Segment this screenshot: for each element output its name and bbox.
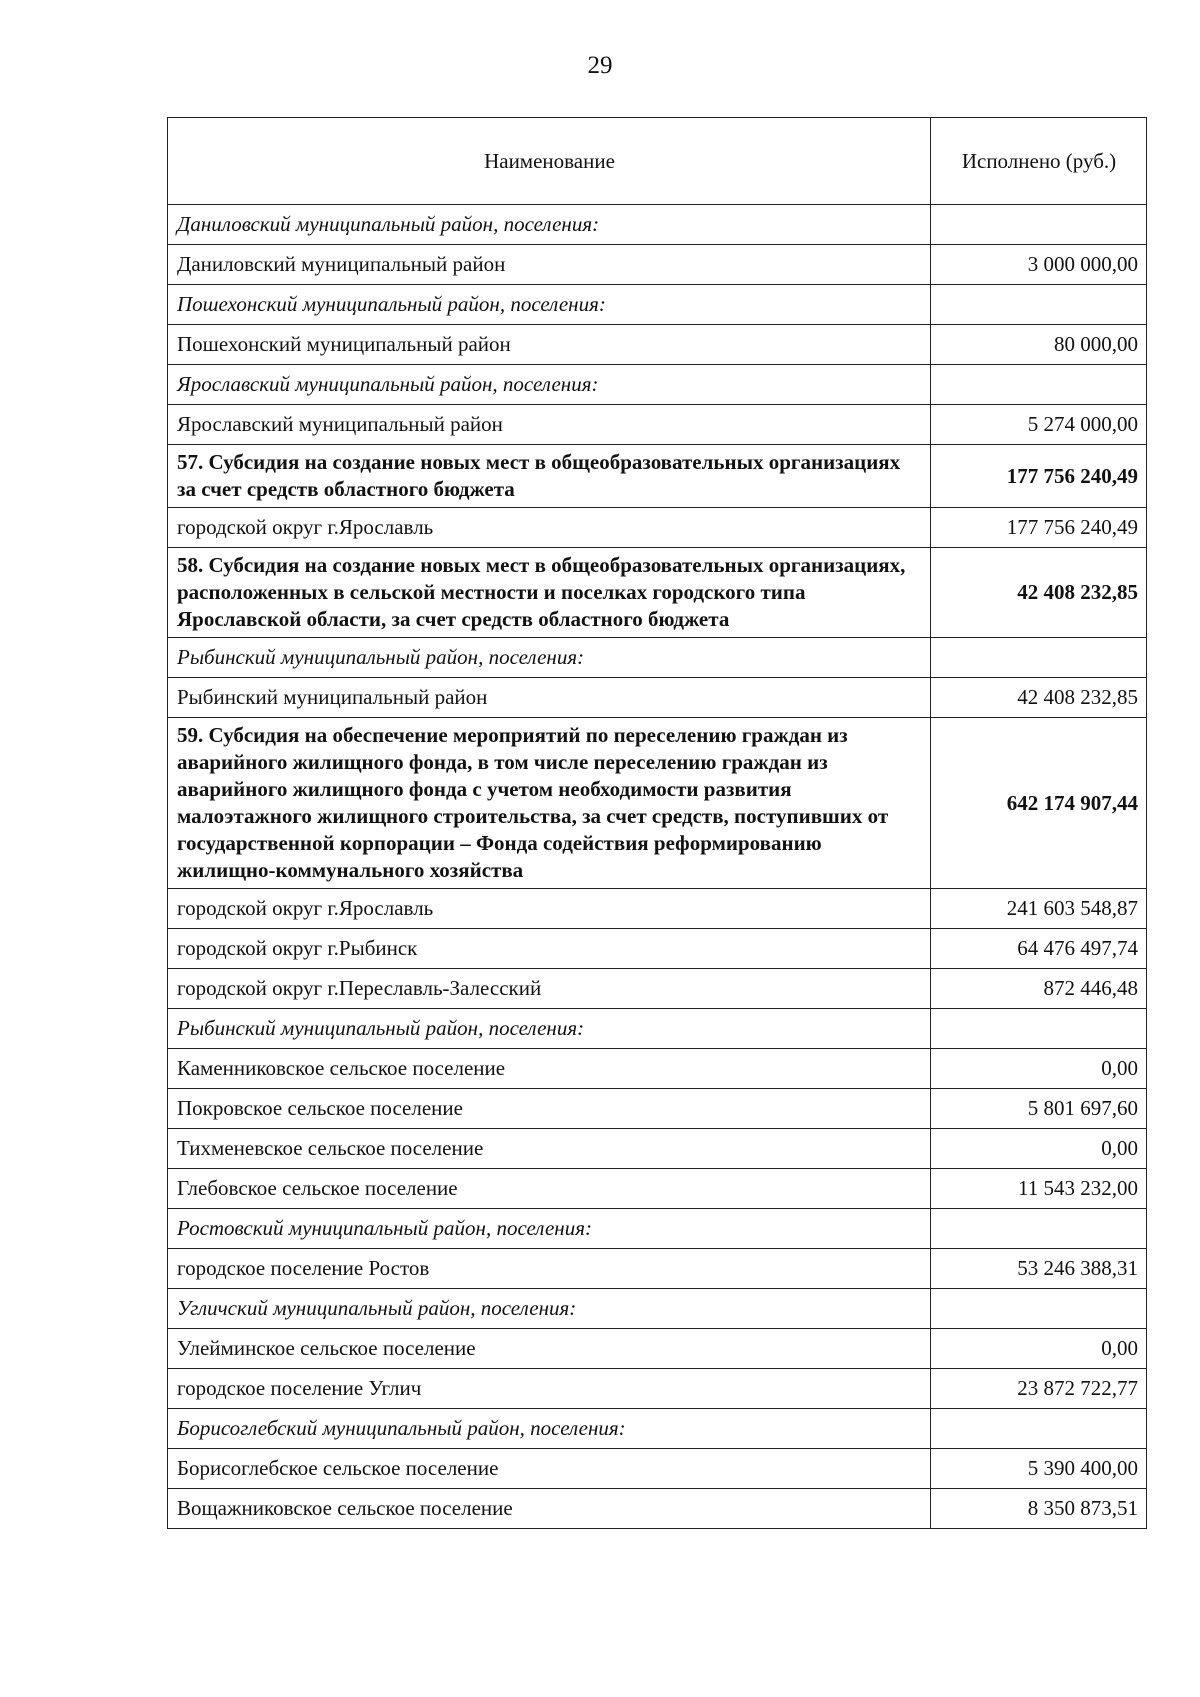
row-name: Улейминское сельское поселение — [168, 1329, 931, 1369]
row-name: 58. Субсидия на создание новых мест в общеобразовательных организациях, расположенных в сельской местности и поселках городского типа Ярославской области, за счет средств областного бюджета — [168, 548, 931, 638]
row-value: 241 603 548,87 — [931, 889, 1147, 929]
row-value: 5 274 000,00 — [931, 405, 1147, 445]
row-value — [931, 1409, 1147, 1449]
row-value — [931, 365, 1147, 405]
table-row — [168, 1049, 1147, 1089]
group-row — [168, 1289, 1147, 1329]
row-value: 177 756 240,49 — [931, 445, 1147, 508]
row-value: 80 000,00 — [931, 325, 1147, 365]
row-name: Даниловский муниципальный район — [168, 245, 931, 285]
section-row — [168, 445, 1147, 508]
row-name: городской округ г.Ярославль — [168, 889, 931, 929]
table-row — [168, 969, 1147, 1009]
row-value: 642 174 907,44 — [931, 718, 1147, 889]
group-row — [168, 205, 1147, 245]
section-row — [168, 548, 1147, 638]
row-name: Ростовский муниципальный район, поселения: — [168, 1209, 931, 1249]
row-name: Глебовское сельское поселение — [168, 1169, 931, 1209]
row-name: городское поселение Ростов — [168, 1249, 931, 1289]
group-row — [168, 1409, 1147, 1449]
row-name: Покровское сельское поселение — [168, 1089, 931, 1129]
row-name: Тихменевское сельское поселение — [168, 1129, 931, 1169]
table-row — [168, 1169, 1147, 1209]
page-number: 29 — [587, 52, 613, 79]
table-row — [168, 1329, 1147, 1369]
row-name: Ярославский муниципальный район — [168, 405, 931, 445]
table-row — [168, 1089, 1147, 1129]
table-row — [168, 1129, 1147, 1169]
table-row — [168, 405, 1147, 445]
row-value: 872 446,48 — [931, 969, 1147, 1009]
table-row — [168, 325, 1147, 365]
row-name: Борисоглебское сельское поселение — [168, 1449, 931, 1489]
table-row — [168, 508, 1147, 548]
row-value — [931, 285, 1147, 325]
row-value: 23 872 722,77 — [931, 1369, 1147, 1409]
table-header — [168, 118, 1147, 205]
row-name: Ярославский муниципальный район, поселения: — [168, 365, 931, 405]
header-executed: Исполнено (руб.) — [931, 118, 1147, 205]
row-value: 0,00 — [931, 1129, 1147, 1169]
row-value — [931, 638, 1147, 678]
row-name: Рыбинский муниципальный район — [168, 678, 931, 718]
group-row — [168, 1009, 1147, 1049]
row-value: 53 246 388,31 — [931, 1249, 1147, 1289]
row-name: Рыбинский муниципальный район, поселения: — [168, 1009, 931, 1049]
table-row — [168, 1449, 1147, 1489]
group-row — [168, 365, 1147, 405]
group-row — [168, 638, 1147, 678]
row-value: 3 000 000,00 — [931, 245, 1147, 285]
row-name: Пошехонский муниципальный район — [168, 325, 931, 365]
section-row — [168, 718, 1147, 889]
row-name: Угличский муниципальный район, поселения: — [168, 1289, 931, 1329]
table-row — [168, 1249, 1147, 1289]
row-name: Рыбинский муниципальный район, поселения: — [168, 638, 931, 678]
table-row — [168, 1369, 1147, 1409]
row-name: Борисоглебский муниципальный район, поселения: — [168, 1409, 931, 1449]
row-value — [931, 1289, 1147, 1329]
row-value: 0,00 — [931, 1049, 1147, 1089]
row-name: 59. Субсидия на обеспечение мероприятий по переселению граждан из аварийного жилищного фонда, в том числе переселению граждан из аварийного жилищного фонда с учетом необходимости развития малоэтажного жилищного строительства, за счет средств, поступивших от государственной корпорации – Фонда содействия реформированию жилищно-коммунального хозяйства — [168, 718, 931, 889]
row-value: 177 756 240,49 — [931, 508, 1147, 548]
row-name: Пошехонский муниципальный район, поселения: — [168, 285, 931, 325]
row-name: Даниловский муниципальный район, поселения: — [168, 205, 931, 245]
group-row — [168, 1209, 1147, 1249]
table-row — [168, 245, 1147, 285]
row-name: городской округ г.Переславль-Залесский — [168, 969, 931, 1009]
row-value: 0,00 — [931, 1329, 1147, 1369]
table-row — [168, 929, 1147, 969]
group-row — [168, 285, 1147, 325]
row-value: 42 408 232,85 — [931, 678, 1147, 718]
row-value: 64 476 497,74 — [931, 929, 1147, 969]
table-row — [168, 889, 1147, 929]
row-value: 8 350 873,51 — [931, 1489, 1147, 1529]
row-name: городской округ г.Ярославль — [168, 508, 931, 548]
table-row — [168, 1489, 1147, 1529]
row-value: 11 543 232,00 — [931, 1169, 1147, 1209]
budget-table — [167, 117, 1147, 1529]
row-value — [931, 1009, 1147, 1049]
row-value: 42 408 232,85 — [931, 548, 1147, 638]
row-name: городской округ г.Рыбинск — [168, 929, 931, 969]
row-name: Каменниковское сельское поселение — [168, 1049, 931, 1089]
row-value: 5 390 400,00 — [931, 1449, 1147, 1489]
row-name: Вощажниковское сельское поселение — [168, 1489, 931, 1529]
table-body — [168, 205, 1147, 1529]
row-value: 5 801 697,60 — [931, 1089, 1147, 1129]
header-name: Наименование — [168, 118, 931, 205]
table-row — [168, 678, 1147, 718]
row-value — [931, 1209, 1147, 1249]
row-value — [931, 205, 1147, 245]
row-name: 57. Субсидия на создание новых мест в общеобразовательных организациях за счет средств областного бюджета — [168, 445, 931, 508]
row-name: городское поселение Углич — [168, 1369, 931, 1409]
